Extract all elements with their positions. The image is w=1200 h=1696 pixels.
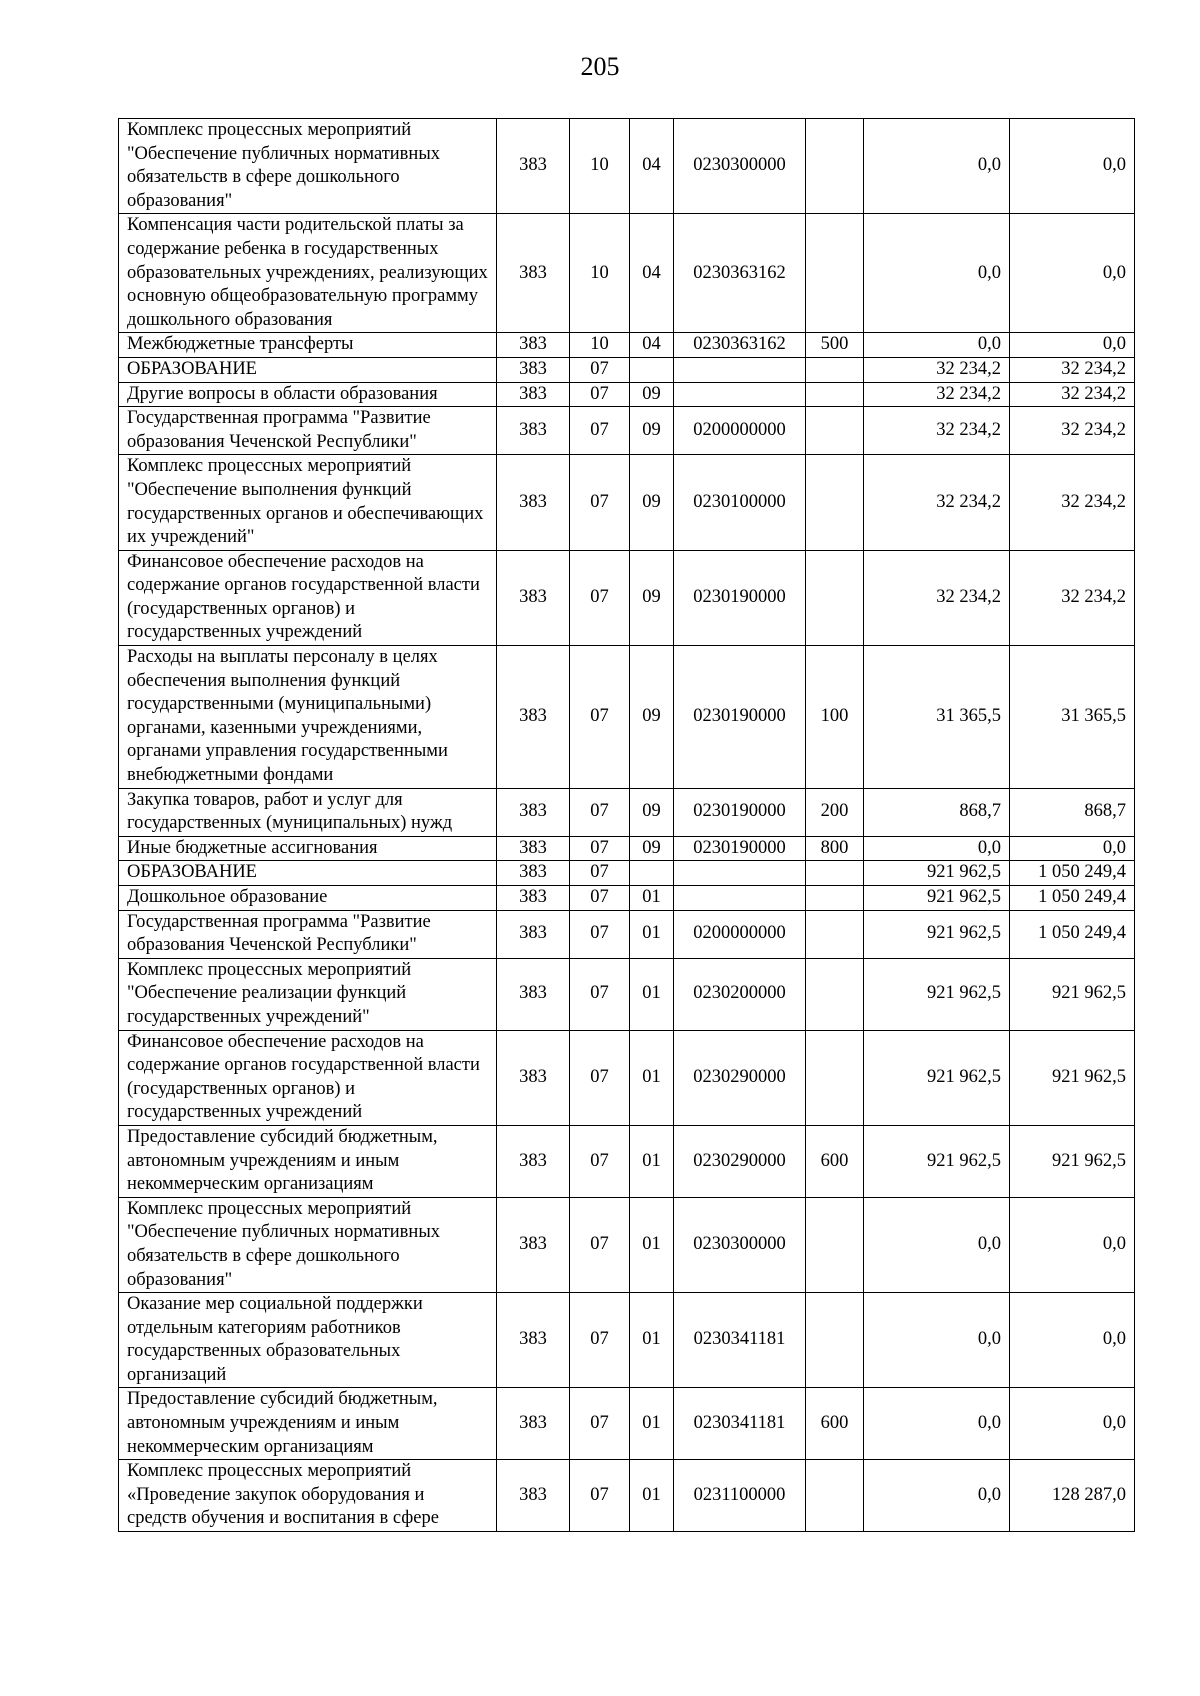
subsection-cell: 04	[630, 214, 674, 333]
table-row	[119, 357, 1135, 382]
amount-1-cell: 0,0	[864, 1460, 1010, 1532]
grbs-cell: 383	[497, 1388, 570, 1460]
expense-type-cell: 600	[806, 1388, 864, 1460]
table-body	[119, 119, 1135, 1532]
amount-1-cell: 0,0	[864, 214, 1010, 333]
section-cell: 07	[570, 455, 630, 550]
subsection-cell: 09	[630, 646, 674, 789]
amount-2-cell: 32 234,2	[1010, 357, 1135, 382]
target-article-cell: 0230290000	[674, 1030, 806, 1125]
table-row	[119, 407, 1135, 455]
amount-1-cell: 921 962,5	[864, 861, 1010, 886]
amount-1-cell: 32 234,2	[864, 407, 1010, 455]
amount-2-cell: 32 234,2	[1010, 550, 1135, 645]
expense-type-cell	[806, 455, 864, 550]
grbs-cell: 383	[497, 1125, 570, 1197]
row-name-cell: Оказание мер социальной поддержки отдельным категориям работников государственных образовательных организаций	[119, 1293, 497, 1388]
table-row	[119, 1388, 1135, 1460]
amount-2-cell: 0,0	[1010, 1197, 1135, 1292]
subsection-cell: 09	[630, 550, 674, 645]
amount-2-cell: 0,0	[1010, 119, 1135, 214]
amount-2-cell: 921 962,5	[1010, 958, 1135, 1030]
expense-type-cell	[806, 1030, 864, 1125]
amount-1-cell: 921 962,5	[864, 1030, 1010, 1125]
expense-type-cell: 600	[806, 1125, 864, 1197]
expense-type-cell: 200	[806, 788, 864, 836]
expense-type-cell	[806, 910, 864, 958]
expense-type-cell	[806, 382, 864, 407]
amount-1-cell: 0,0	[864, 1388, 1010, 1460]
amount-2-cell: 1 050 249,4	[1010, 861, 1135, 886]
expense-type-cell	[806, 958, 864, 1030]
subsection-cell	[630, 861, 674, 886]
target-article-cell: 0230300000	[674, 119, 806, 214]
target-article-cell	[674, 861, 806, 886]
target-article-cell: 0200000000	[674, 910, 806, 958]
table-row	[119, 836, 1135, 861]
row-name-cell: Государственная программа "Развитие образования Чеченской Республики"	[119, 910, 497, 958]
target-article-cell	[674, 382, 806, 407]
table-row	[119, 646, 1135, 789]
grbs-cell: 383	[497, 1030, 570, 1125]
row-name-cell: Комплекс процессных мероприятий "Обеспечение выполнения функций государственных органов и обеспечивающих их учреждений"	[119, 455, 497, 550]
table-row	[119, 1125, 1135, 1197]
grbs-cell: 383	[497, 214, 570, 333]
amount-1-cell: 31 365,5	[864, 646, 1010, 789]
section-cell: 07	[570, 910, 630, 958]
grbs-cell: 383	[497, 550, 570, 645]
amount-2-cell: 0,0	[1010, 836, 1135, 861]
subsection-cell: 01	[630, 1388, 674, 1460]
grbs-cell: 383	[497, 407, 570, 455]
subsection-cell: 09	[630, 382, 674, 407]
table-row	[119, 214, 1135, 333]
amount-1-cell: 0,0	[864, 1197, 1010, 1292]
table-row	[119, 958, 1135, 1030]
grbs-cell: 383	[497, 382, 570, 407]
section-cell: 07	[570, 836, 630, 861]
subsection-cell: 09	[630, 836, 674, 861]
section-cell: 10	[570, 214, 630, 333]
table-row	[119, 788, 1135, 836]
row-name-cell: Иные бюджетные ассигнования	[119, 836, 497, 861]
section-cell: 10	[570, 119, 630, 214]
page-number: 205	[580, 52, 620, 81]
table-row	[119, 455, 1135, 550]
section-cell: 07	[570, 788, 630, 836]
target-article-cell: 0230290000	[674, 1125, 806, 1197]
section-cell: 10	[570, 333, 630, 358]
table-row	[119, 886, 1135, 911]
expense-type-cell	[806, 886, 864, 911]
grbs-cell: 383	[497, 836, 570, 861]
grbs-cell: 383	[497, 646, 570, 789]
subsection-cell: 01	[630, 1030, 674, 1125]
amount-2-cell: 0,0	[1010, 1293, 1135, 1388]
amount-2-cell: 32 234,2	[1010, 455, 1135, 550]
amount-1-cell: 921 962,5	[864, 1125, 1010, 1197]
section-cell: 07	[570, 382, 630, 407]
subsection-cell: 09	[630, 455, 674, 550]
table-row	[119, 1293, 1135, 1388]
table-row	[119, 1030, 1135, 1125]
row-name-cell: Закупка товаров, работ и услуг для государственных (муниципальных) нужд	[119, 788, 497, 836]
target-article-cell: 0230341181	[674, 1388, 806, 1460]
amount-1-cell: 0,0	[864, 1293, 1010, 1388]
target-article-cell: 0230190000	[674, 550, 806, 645]
row-name-cell: ОБРАЗОВАНИЕ	[119, 861, 497, 886]
grbs-cell: 383	[497, 788, 570, 836]
row-name-cell: Дошкольное образование	[119, 886, 497, 911]
amount-2-cell: 1 050 249,4	[1010, 886, 1135, 911]
amount-2-cell: 0,0	[1010, 1388, 1135, 1460]
amount-1-cell: 32 234,2	[864, 550, 1010, 645]
section-cell: 07	[570, 861, 630, 886]
row-name-cell: Финансовое обеспечение расходов на содержание органов государственной власти (государственных органов) и государственных учреждений	[119, 1030, 497, 1125]
row-name-cell: Межбюджетные трансферты	[119, 333, 497, 358]
amount-1-cell: 921 962,5	[864, 886, 1010, 911]
target-article-cell: 0230100000	[674, 455, 806, 550]
section-cell: 07	[570, 550, 630, 645]
expense-type-cell	[806, 407, 864, 455]
subsection-cell: 01	[630, 958, 674, 1030]
grbs-cell: 383	[497, 455, 570, 550]
table-row	[119, 1197, 1135, 1292]
section-cell: 07	[570, 407, 630, 455]
table-row	[119, 119, 1135, 214]
target-article-cell	[674, 357, 806, 382]
section-cell: 07	[570, 1030, 630, 1125]
amount-1-cell: 0,0	[864, 333, 1010, 358]
row-name-cell: Комплекс процессных мероприятий "Обеспечение публичных нормативных обязательств в сфере дошкольного образования"	[119, 119, 497, 214]
subsection-cell: 01	[630, 886, 674, 911]
grbs-cell: 383	[497, 357, 570, 382]
subsection-cell: 04	[630, 333, 674, 358]
row-name-cell: Комплекс процессных мероприятий "Обеспечение реализации функций государственных учреждений"	[119, 958, 497, 1030]
subsection-cell	[630, 357, 674, 382]
amount-2-cell: 0,0	[1010, 333, 1135, 358]
expense-type-cell: 100	[806, 646, 864, 789]
amount-2-cell: 1 050 249,4	[1010, 910, 1135, 958]
amount-1-cell: 32 234,2	[864, 357, 1010, 382]
target-article-cell: 0230190000	[674, 836, 806, 861]
subsection-cell: 09	[630, 407, 674, 455]
row-name-cell: Комплекс процессных мероприятий "Обеспечение публичных нормативных обязательств в сфере дошкольного образования"	[119, 1197, 497, 1292]
table-row	[119, 550, 1135, 645]
expense-type-cell	[806, 119, 864, 214]
amount-1-cell: 32 234,2	[864, 455, 1010, 550]
target-article-cell	[674, 886, 806, 911]
target-article-cell: 0230300000	[674, 1197, 806, 1292]
section-cell: 07	[570, 357, 630, 382]
expense-type-cell	[806, 1197, 864, 1292]
amount-1-cell: 0,0	[864, 836, 1010, 861]
table-row	[119, 1460, 1135, 1532]
section-cell: 07	[570, 646, 630, 789]
amount-2-cell: 32 234,2	[1010, 382, 1135, 407]
amount-2-cell: 128 287,0	[1010, 1460, 1135, 1532]
amount-1-cell: 868,7	[864, 788, 1010, 836]
amount-2-cell: 921 962,5	[1010, 1125, 1135, 1197]
target-article-cell: 0230363162	[674, 214, 806, 333]
row-name-cell: Расходы на выплаты персоналу в целях обеспечения выполнения функций государственными (муниципальными) органами, казенными учреждениями, органами управления государственными внебюджетными фондами	[119, 646, 497, 789]
grbs-cell: 383	[497, 1460, 570, 1532]
subsection-cell: 01	[630, 1460, 674, 1532]
row-name-cell: Комплекс процессных мероприятий «Проведение закупок оборудования и средств обучения и воспитания в сфере	[119, 1460, 497, 1532]
section-cell: 07	[570, 1197, 630, 1292]
table-row	[119, 910, 1135, 958]
subsection-cell: 01	[630, 1293, 674, 1388]
expense-type-cell	[806, 1293, 864, 1388]
amount-2-cell: 0,0	[1010, 214, 1135, 333]
expense-type-cell: 500	[806, 333, 864, 358]
target-article-cell: 0230363162	[674, 333, 806, 358]
grbs-cell: 383	[497, 1197, 570, 1292]
expense-type-cell: 800	[806, 836, 864, 861]
expense-type-cell	[806, 1460, 864, 1532]
amount-2-cell: 31 365,5	[1010, 646, 1135, 789]
table-row	[119, 333, 1135, 358]
row-name-cell: Компенсация части родительской платы за содержание ребенка в государственных образовательных учреждениях, реализующих основную общеобразовательную программу дошкольного образования	[119, 214, 497, 333]
amount-1-cell: 0,0	[864, 119, 1010, 214]
subsection-cell: 01	[630, 1125, 674, 1197]
section-cell: 07	[570, 1388, 630, 1460]
row-name-cell: Предоставление субсидий бюджетным, автономным учреждениям и иным некоммерческим организациям	[119, 1125, 497, 1197]
target-article-cell: 0230200000	[674, 958, 806, 1030]
row-name-cell: Другие вопросы в области образования	[119, 382, 497, 407]
target-article-cell: 0230341181	[674, 1293, 806, 1388]
budget-table	[118, 118, 1135, 1532]
grbs-cell: 383	[497, 958, 570, 1030]
grbs-cell: 383	[497, 910, 570, 958]
target-article-cell: 0230190000	[674, 788, 806, 836]
amount-2-cell: 32 234,2	[1010, 407, 1135, 455]
grbs-cell: 383	[497, 333, 570, 358]
amount-1-cell: 921 962,5	[864, 958, 1010, 1030]
expense-type-cell	[806, 357, 864, 382]
grbs-cell: 383	[497, 886, 570, 911]
subsection-cell: 09	[630, 788, 674, 836]
target-article-cell: 0200000000	[674, 407, 806, 455]
row-name-cell: Предоставление субсидий бюджетным, автономным учреждениям и иным некоммерческим организациям	[119, 1388, 497, 1460]
table-row	[119, 382, 1135, 407]
amount-2-cell: 921 962,5	[1010, 1030, 1135, 1125]
amount-1-cell: 32 234,2	[864, 382, 1010, 407]
table-row	[119, 861, 1135, 886]
section-cell: 07	[570, 886, 630, 911]
grbs-cell: 383	[497, 861, 570, 886]
expense-type-cell	[806, 214, 864, 333]
row-name-cell: Государственная программа "Развитие образования Чеченской Республики"	[119, 407, 497, 455]
subsection-cell: 01	[630, 910, 674, 958]
expense-type-cell	[806, 550, 864, 645]
section-cell: 07	[570, 958, 630, 1030]
section-cell: 07	[570, 1460, 630, 1532]
subsection-cell: 04	[630, 119, 674, 214]
grbs-cell: 383	[497, 1293, 570, 1388]
amount-2-cell: 868,7	[1010, 788, 1135, 836]
target-article-cell: 0231100000	[674, 1460, 806, 1532]
expense-type-cell	[806, 861, 864, 886]
section-cell: 07	[570, 1293, 630, 1388]
row-name-cell: ОБРАЗОВАНИЕ	[119, 357, 497, 382]
amount-1-cell: 921 962,5	[864, 910, 1010, 958]
grbs-cell: 383	[497, 119, 570, 214]
target-article-cell: 0230190000	[674, 646, 806, 789]
subsection-cell: 01	[630, 1197, 674, 1292]
section-cell: 07	[570, 1125, 630, 1197]
row-name-cell: Финансовое обеспечение расходов на содержание органов государственной власти (государственных органов) и государственных учреждений	[119, 550, 497, 645]
